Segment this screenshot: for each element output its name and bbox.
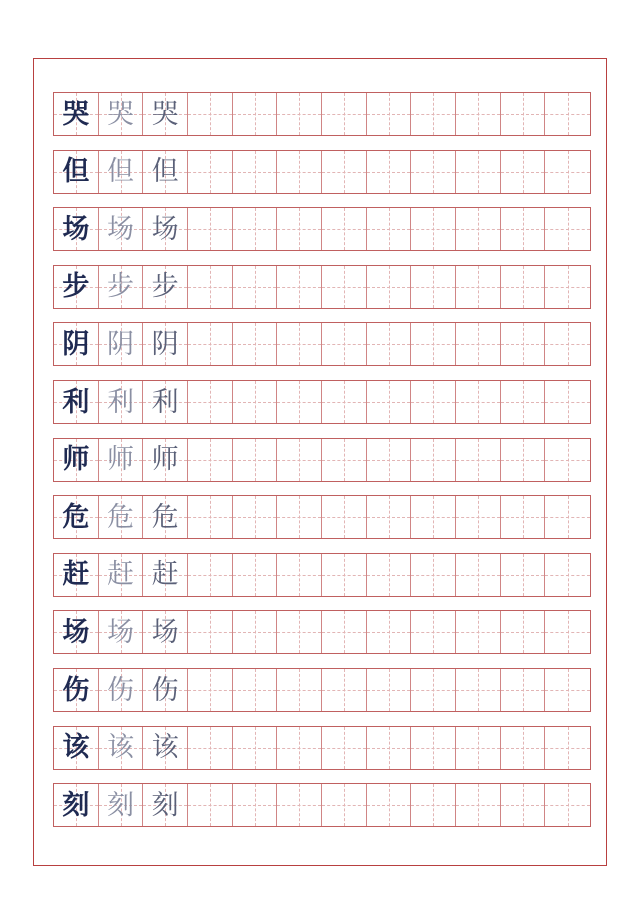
model-character-cell	[54, 323, 99, 365]
blank-practice-cell[interactable]	[233, 266, 278, 308]
blank-practice-cell[interactable]	[322, 496, 367, 538]
model-character: 刻	[62, 789, 90, 821]
trace-character: 哭	[107, 98, 134, 130]
practice-row	[53, 668, 591, 712]
blank-practice-cell[interactable]	[545, 554, 590, 596]
blank-practice-cell[interactable]	[233, 208, 278, 250]
blank-practice-cell[interactable]	[233, 669, 278, 711]
blank-practice-cell[interactable]	[188, 266, 233, 308]
trace-character: 刻	[107, 789, 134, 821]
trace-character-cell	[143, 323, 188, 365]
blank-practice-cell[interactable]	[322, 611, 367, 653]
blank-practice-cell[interactable]	[367, 151, 412, 193]
blank-practice-cell[interactable]	[322, 381, 367, 423]
blank-practice-cell[interactable]	[233, 727, 278, 769]
blank-practice-cell[interactable]	[277, 381, 322, 423]
blank-practice-cell[interactable]	[188, 93, 233, 135]
practice-row	[53, 150, 591, 194]
blank-practice-cell[interactable]	[188, 381, 233, 423]
trace-character-cell	[143, 611, 188, 653]
blank-practice-cell[interactable]	[322, 151, 367, 193]
trace-character-cell	[99, 208, 144, 250]
model-character: 利	[62, 386, 90, 418]
model-character-cell	[54, 554, 99, 596]
model-character-cell	[54, 381, 99, 423]
model-character-cell	[54, 496, 99, 538]
trace-character-cell	[143, 727, 188, 769]
trace-character-cell	[99, 381, 144, 423]
blank-practice-cell[interactable]	[545, 381, 590, 423]
trace-character-cell	[143, 669, 188, 711]
blank-practice-cell[interactable]	[501, 727, 546, 769]
blank-practice-cell[interactable]	[456, 439, 501, 481]
model-character-cell	[54, 439, 99, 481]
blank-practice-cell[interactable]	[277, 611, 322, 653]
trace-character: 场	[151, 213, 179, 245]
blank-practice-cell[interactable]	[501, 611, 546, 653]
blank-practice-cell[interactable]	[188, 439, 233, 481]
trace-character: 危	[151, 501, 179, 533]
blank-practice-cell[interactable]	[456, 151, 501, 193]
blank-practice-cell[interactable]	[233, 784, 278, 826]
blank-practice-cell[interactable]	[411, 381, 456, 423]
model-character: 该	[62, 732, 90, 764]
blank-practice-cell[interactable]	[188, 151, 233, 193]
blank-practice-cell[interactable]	[367, 784, 412, 826]
model-character: 但	[62, 156, 90, 188]
blank-practice-cell[interactable]	[501, 669, 546, 711]
trace-character: 阴	[151, 328, 179, 360]
model-character: 哭	[62, 98, 90, 130]
trace-character: 利	[107, 386, 134, 418]
blank-practice-cell[interactable]	[411, 611, 456, 653]
trace-character: 赶	[107, 559, 134, 591]
blank-practice-cell[interactable]	[411, 151, 456, 193]
trace-character: 但	[107, 156, 134, 188]
blank-practice-cell[interactable]	[367, 381, 412, 423]
practice-row	[53, 380, 591, 424]
blank-practice-cell[interactable]	[277, 554, 322, 596]
trace-character: 刻	[151, 789, 179, 821]
model-character: 危	[62, 501, 90, 533]
blank-practice-cell[interactable]	[456, 381, 501, 423]
model-character-cell	[54, 611, 99, 653]
model-character: 伤	[62, 674, 90, 706]
trace-character-cell	[143, 151, 188, 193]
blank-practice-cell[interactable]	[367, 93, 412, 135]
blank-practice-cell[interactable]	[456, 784, 501, 826]
blank-practice-cell[interactable]	[411, 208, 456, 250]
trace-character: 阴	[107, 328, 134, 360]
model-character: 赶	[62, 559, 90, 591]
trace-character-cell	[99, 611, 144, 653]
practice-row	[53, 495, 591, 539]
blank-practice-cell[interactable]	[367, 266, 412, 308]
blank-practice-cell[interactable]	[233, 439, 278, 481]
blank-practice-cell[interactable]	[411, 323, 456, 365]
blank-practice-cell[interactable]	[367, 439, 412, 481]
blank-practice-cell[interactable]	[545, 669, 590, 711]
blank-practice-cell[interactable]	[501, 554, 546, 596]
blank-practice-cell[interactable]	[545, 266, 590, 308]
blank-practice-cell[interactable]	[456, 669, 501, 711]
trace-character: 场	[107, 616, 134, 648]
blank-practice-cell[interactable]	[456, 727, 501, 769]
trace-character: 步	[151, 271, 179, 303]
model-character-cell	[54, 266, 99, 308]
trace-character-cell	[99, 439, 144, 481]
blank-practice-cell[interactable]	[501, 151, 546, 193]
blank-practice-cell[interactable]	[501, 266, 546, 308]
blank-practice-cell[interactable]	[277, 151, 322, 193]
blank-practice-cell[interactable]	[233, 611, 278, 653]
blank-practice-cell[interactable]	[501, 496, 546, 538]
practice-row	[53, 783, 591, 827]
blank-practice-cell[interactable]	[501, 784, 546, 826]
trace-character: 场	[151, 616, 179, 648]
blank-practice-cell[interactable]	[188, 496, 233, 538]
model-character-cell	[54, 93, 99, 135]
blank-practice-cell[interactable]	[545, 727, 590, 769]
blank-practice-cell[interactable]	[545, 496, 590, 538]
blank-practice-cell[interactable]	[456, 611, 501, 653]
blank-practice-cell[interactable]	[367, 496, 412, 538]
blank-practice-cell[interactable]	[188, 669, 233, 711]
blank-practice-cell[interactable]	[545, 323, 590, 365]
blank-practice-cell[interactable]	[367, 323, 412, 365]
blank-practice-cell[interactable]	[411, 727, 456, 769]
blank-practice-cell[interactable]	[501, 323, 546, 365]
blank-practice-cell[interactable]	[277, 496, 322, 538]
blank-practice-cell[interactable]	[456, 496, 501, 538]
trace-character: 但	[151, 156, 179, 188]
blank-practice-cell[interactable]	[322, 439, 367, 481]
model-character-cell	[54, 151, 99, 193]
trace-character-cell	[99, 784, 144, 826]
trace-character-cell	[143, 554, 188, 596]
trace-character-cell	[99, 93, 144, 135]
blank-practice-cell[interactable]	[456, 93, 501, 135]
blank-practice-cell[interactable]	[188, 727, 233, 769]
blank-practice-cell[interactable]	[322, 208, 367, 250]
blank-practice-cell[interactable]	[411, 93, 456, 135]
trace-character: 师	[107, 444, 134, 476]
trace-character-cell	[143, 784, 188, 826]
blank-practice-cell[interactable]	[545, 784, 590, 826]
blank-practice-cell[interactable]	[367, 611, 412, 653]
blank-practice-cell[interactable]	[367, 208, 412, 250]
trace-character-cell	[99, 323, 144, 365]
blank-practice-cell[interactable]	[367, 727, 412, 769]
trace-character-cell	[143, 381, 188, 423]
blank-practice-cell[interactable]	[411, 439, 456, 481]
model-character-cell	[54, 208, 99, 250]
blank-practice-cell[interactable]	[411, 496, 456, 538]
blank-practice-cell[interactable]	[322, 554, 367, 596]
blank-practice-cell[interactable]	[188, 323, 233, 365]
blank-practice-cell[interactable]	[322, 266, 367, 308]
blank-practice-cell[interactable]	[188, 554, 233, 596]
blank-practice-cell[interactable]	[545, 611, 590, 653]
blank-practice-cell[interactable]	[411, 554, 456, 596]
trace-character-cell	[99, 151, 144, 193]
blank-practice-cell[interactable]	[411, 669, 456, 711]
model-character-cell	[54, 727, 99, 769]
trace-character: 危	[107, 501, 134, 533]
trace-character-cell	[143, 496, 188, 538]
practice-row	[53, 553, 591, 597]
blank-practice-cell[interactable]	[322, 93, 367, 135]
trace-character: 该	[151, 732, 179, 764]
blank-practice-cell[interactable]	[456, 208, 501, 250]
trace-character: 哭	[151, 98, 179, 130]
blank-practice-cell[interactable]	[277, 669, 322, 711]
blank-practice-cell[interactable]	[545, 208, 590, 250]
trace-character: 场	[107, 213, 134, 245]
blank-practice-cell[interactable]	[277, 323, 322, 365]
blank-practice-cell[interactable]	[277, 208, 322, 250]
practice-row	[53, 610, 591, 654]
model-character: 师	[62, 444, 90, 476]
model-character-cell	[54, 784, 99, 826]
trace-character: 伤	[107, 674, 134, 706]
trace-character: 该	[107, 732, 134, 764]
practice-row	[53, 265, 591, 309]
blank-practice-cell[interactable]	[501, 93, 546, 135]
trace-character: 赶	[151, 559, 179, 591]
model-character: 场	[62, 213, 90, 245]
blank-practice-cell[interactable]	[233, 323, 278, 365]
trace-character: 伤	[151, 674, 179, 706]
blank-practice-cell[interactable]	[277, 266, 322, 308]
blank-practice-cell[interactable]	[277, 93, 322, 135]
practice-row	[53, 322, 591, 366]
blank-practice-cell[interactable]	[322, 784, 367, 826]
blank-practice-cell[interactable]	[322, 669, 367, 711]
trace-character-cell	[143, 208, 188, 250]
practice-row	[53, 92, 591, 136]
blank-practice-cell[interactable]	[188, 784, 233, 826]
trace-character-cell	[99, 266, 144, 308]
trace-character-cell	[99, 727, 144, 769]
model-character-cell	[54, 669, 99, 711]
practice-row	[53, 726, 591, 770]
practice-row	[53, 438, 591, 482]
blank-practice-cell[interactable]	[545, 439, 590, 481]
blank-practice-cell[interactable]	[545, 93, 590, 135]
blank-practice-cell[interactable]	[233, 496, 278, 538]
trace-character: 步	[107, 271, 134, 303]
trace-character-cell	[143, 266, 188, 308]
blank-practice-cell[interactable]	[501, 208, 546, 250]
practice-row	[53, 207, 591, 251]
blank-practice-cell[interactable]	[456, 266, 501, 308]
blank-practice-cell[interactable]	[233, 93, 278, 135]
model-character: 步	[62, 271, 90, 303]
model-character: 阴	[62, 328, 90, 360]
trace-character: 利	[151, 386, 179, 418]
blank-practice-cell[interactable]	[233, 554, 278, 596]
blank-practice-cell[interactable]	[367, 554, 412, 596]
trace-character-cell	[143, 439, 188, 481]
blank-practice-cell[interactable]	[411, 266, 456, 308]
trace-character: 师	[151, 444, 179, 476]
blank-practice-cell[interactable]	[545, 151, 590, 193]
blank-practice-cell[interactable]	[188, 611, 233, 653]
blank-practice-cell[interactable]	[367, 669, 412, 711]
blank-practice-cell[interactable]	[233, 381, 278, 423]
trace-character-cell	[143, 93, 188, 135]
blank-practice-cell[interactable]	[456, 323, 501, 365]
trace-character-cell	[99, 496, 144, 538]
blank-practice-cell[interactable]	[277, 439, 322, 481]
blank-practice-cell[interactable]	[501, 439, 546, 481]
model-character: 场	[62, 616, 90, 648]
blank-practice-cell[interactable]	[188, 208, 233, 250]
blank-practice-cell[interactable]	[277, 784, 322, 826]
blank-practice-cell[interactable]	[411, 784, 456, 826]
trace-character-cell	[99, 669, 144, 711]
trace-character-cell	[99, 554, 144, 596]
blank-practice-cell[interactable]	[233, 151, 278, 193]
blank-practice-cell[interactable]	[322, 727, 367, 769]
blank-practice-cell[interactable]	[501, 381, 546, 423]
blank-practice-cell[interactable]	[456, 554, 501, 596]
blank-practice-cell[interactable]	[277, 727, 322, 769]
blank-practice-cell[interactable]	[322, 323, 367, 365]
